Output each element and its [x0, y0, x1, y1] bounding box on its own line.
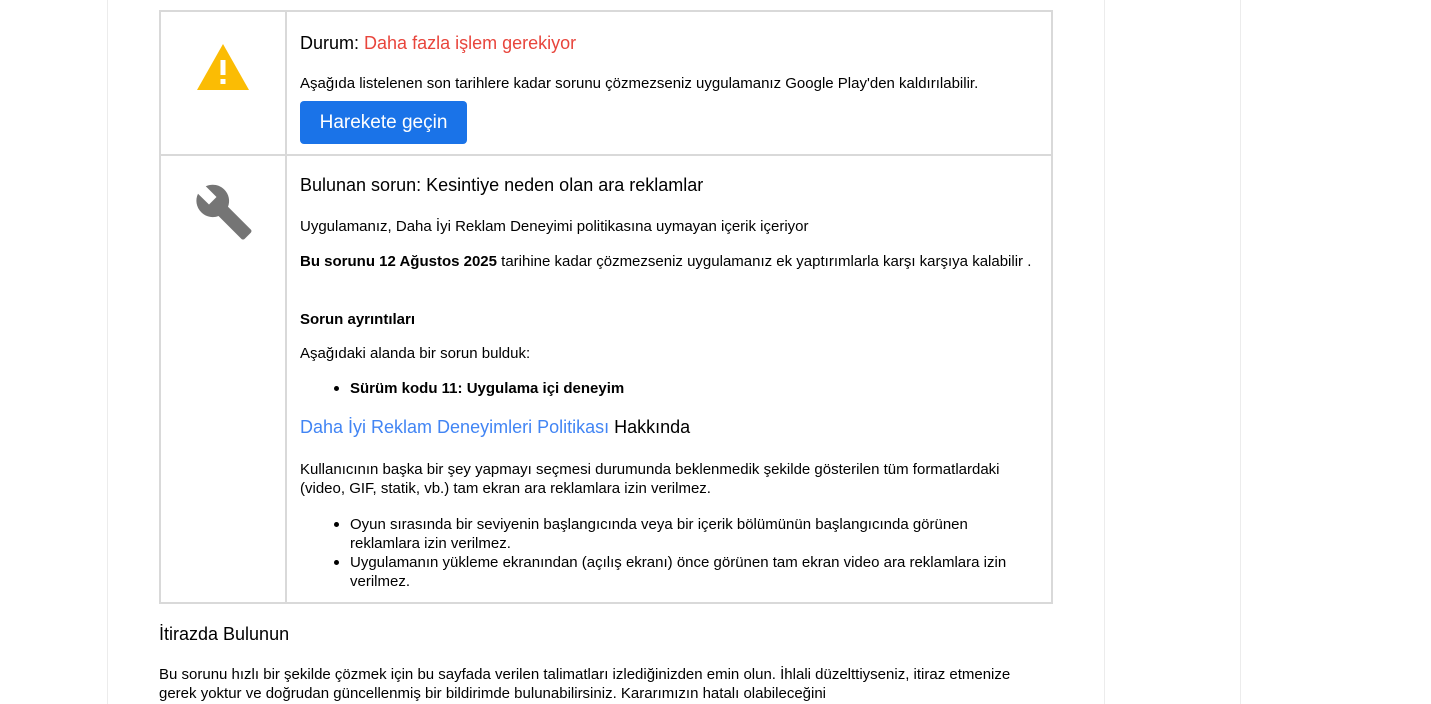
removal-notice: Aşağıda listelenen son tarihlere kadar sorunu çözmezseniz uygulamanız Google Play'den kaldırılabilir. [300, 75, 979, 92]
deadline-text [300, 252, 1040, 271]
location-item [350, 379, 624, 398]
bullet-dot [334, 522, 339, 527]
take-action-button[interactable]: Harekete geçin [300, 101, 467, 144]
issue-description: Uygulamanız, Daha İyi Reklam Deneyimi politikasına uymayan içerik içeriyor [300, 218, 809, 235]
policy-issue-card [159, 10, 1053, 604]
status-value: Daha fazla işlem gerekiyor [364, 33, 577, 53]
location-label: Sürüm kodu 11: Uygulama içi deneyim [350, 380, 625, 397]
found-in-text: Aşağıdaki alanda bir sorun bulduk: [300, 345, 531, 362]
issue-title: Bulunan sorun: Kesintiye neden olan ara reklamlar [300, 175, 704, 195]
issue-icon-cell [161, 156, 287, 602]
status-icon-cell [161, 12, 287, 154]
status-label: Durum: [300, 33, 360, 53]
policy-point [350, 553, 1040, 591]
warning-triangle-icon [195, 42, 251, 92]
status-line [300, 33, 576, 54]
bullet-dot [334, 560, 339, 565]
deadline-rest: tarihine kadar çözmezseniz uygulamanız ek yaptırımlarla karşı karşıya kalabilir . [497, 253, 1032, 270]
deadline-date: Bu sorunu 12 Ağustos 2025 [300, 253, 497, 270]
issue-details-heading: Sorun ayrıntıları [300, 311, 416, 328]
appeal-heading: İtirazda Bulunun [159, 624, 290, 644]
issue-row [161, 156, 1051, 602]
wrench-icon [194, 182, 254, 242]
policy-heading [300, 418, 690, 437]
status-row [161, 12, 1051, 156]
bullet-dot [334, 386, 339, 391]
policy-point-text: Oyun sırasında bir seviyenin başlangıcında veya bir içerik bölümünün başlangıcında görünen reklamlara izin verilmez. [350, 516, 968, 552]
appeal-text: Bu sorunu hızlı bir şekilde çözmek için bu sayfada verilen talimatları izlediğinizden emin olun. İhlali düzelttiyseniz, itiraz etmenize gerek yoktur ve doğrudan güncellenmiş bir bildirimde bulunabilirsiniz. Kararımızın hatalı olabileceğini [159, 666, 1011, 702]
policy-point-text: Uygulamanın yükleme ekranından (açılış ekranı) önce görünen tam ekran video ara reklamlara izin verilmez. [350, 554, 1007, 590]
policy-description: Kullanıcının başka bir şey yapmayı seçmesi durumunda beklenmedik şekilde gösterilen tüm formatlardaki (video, GIF, statik, vb.) tam ekran ara reklamlara izin verilmez. [300, 461, 1000, 497]
policy-point [350, 515, 1040, 553]
policy-heading-suffix: Hakkında [609, 417, 691, 437]
policy-link[interactable]: Daha İyi Reklam Deneyimleri Politikası [300, 417, 610, 437]
left-gutter [0, 0, 108, 704]
page-divider [1240, 0, 1241, 704]
content-divider [1104, 0, 1105, 704]
